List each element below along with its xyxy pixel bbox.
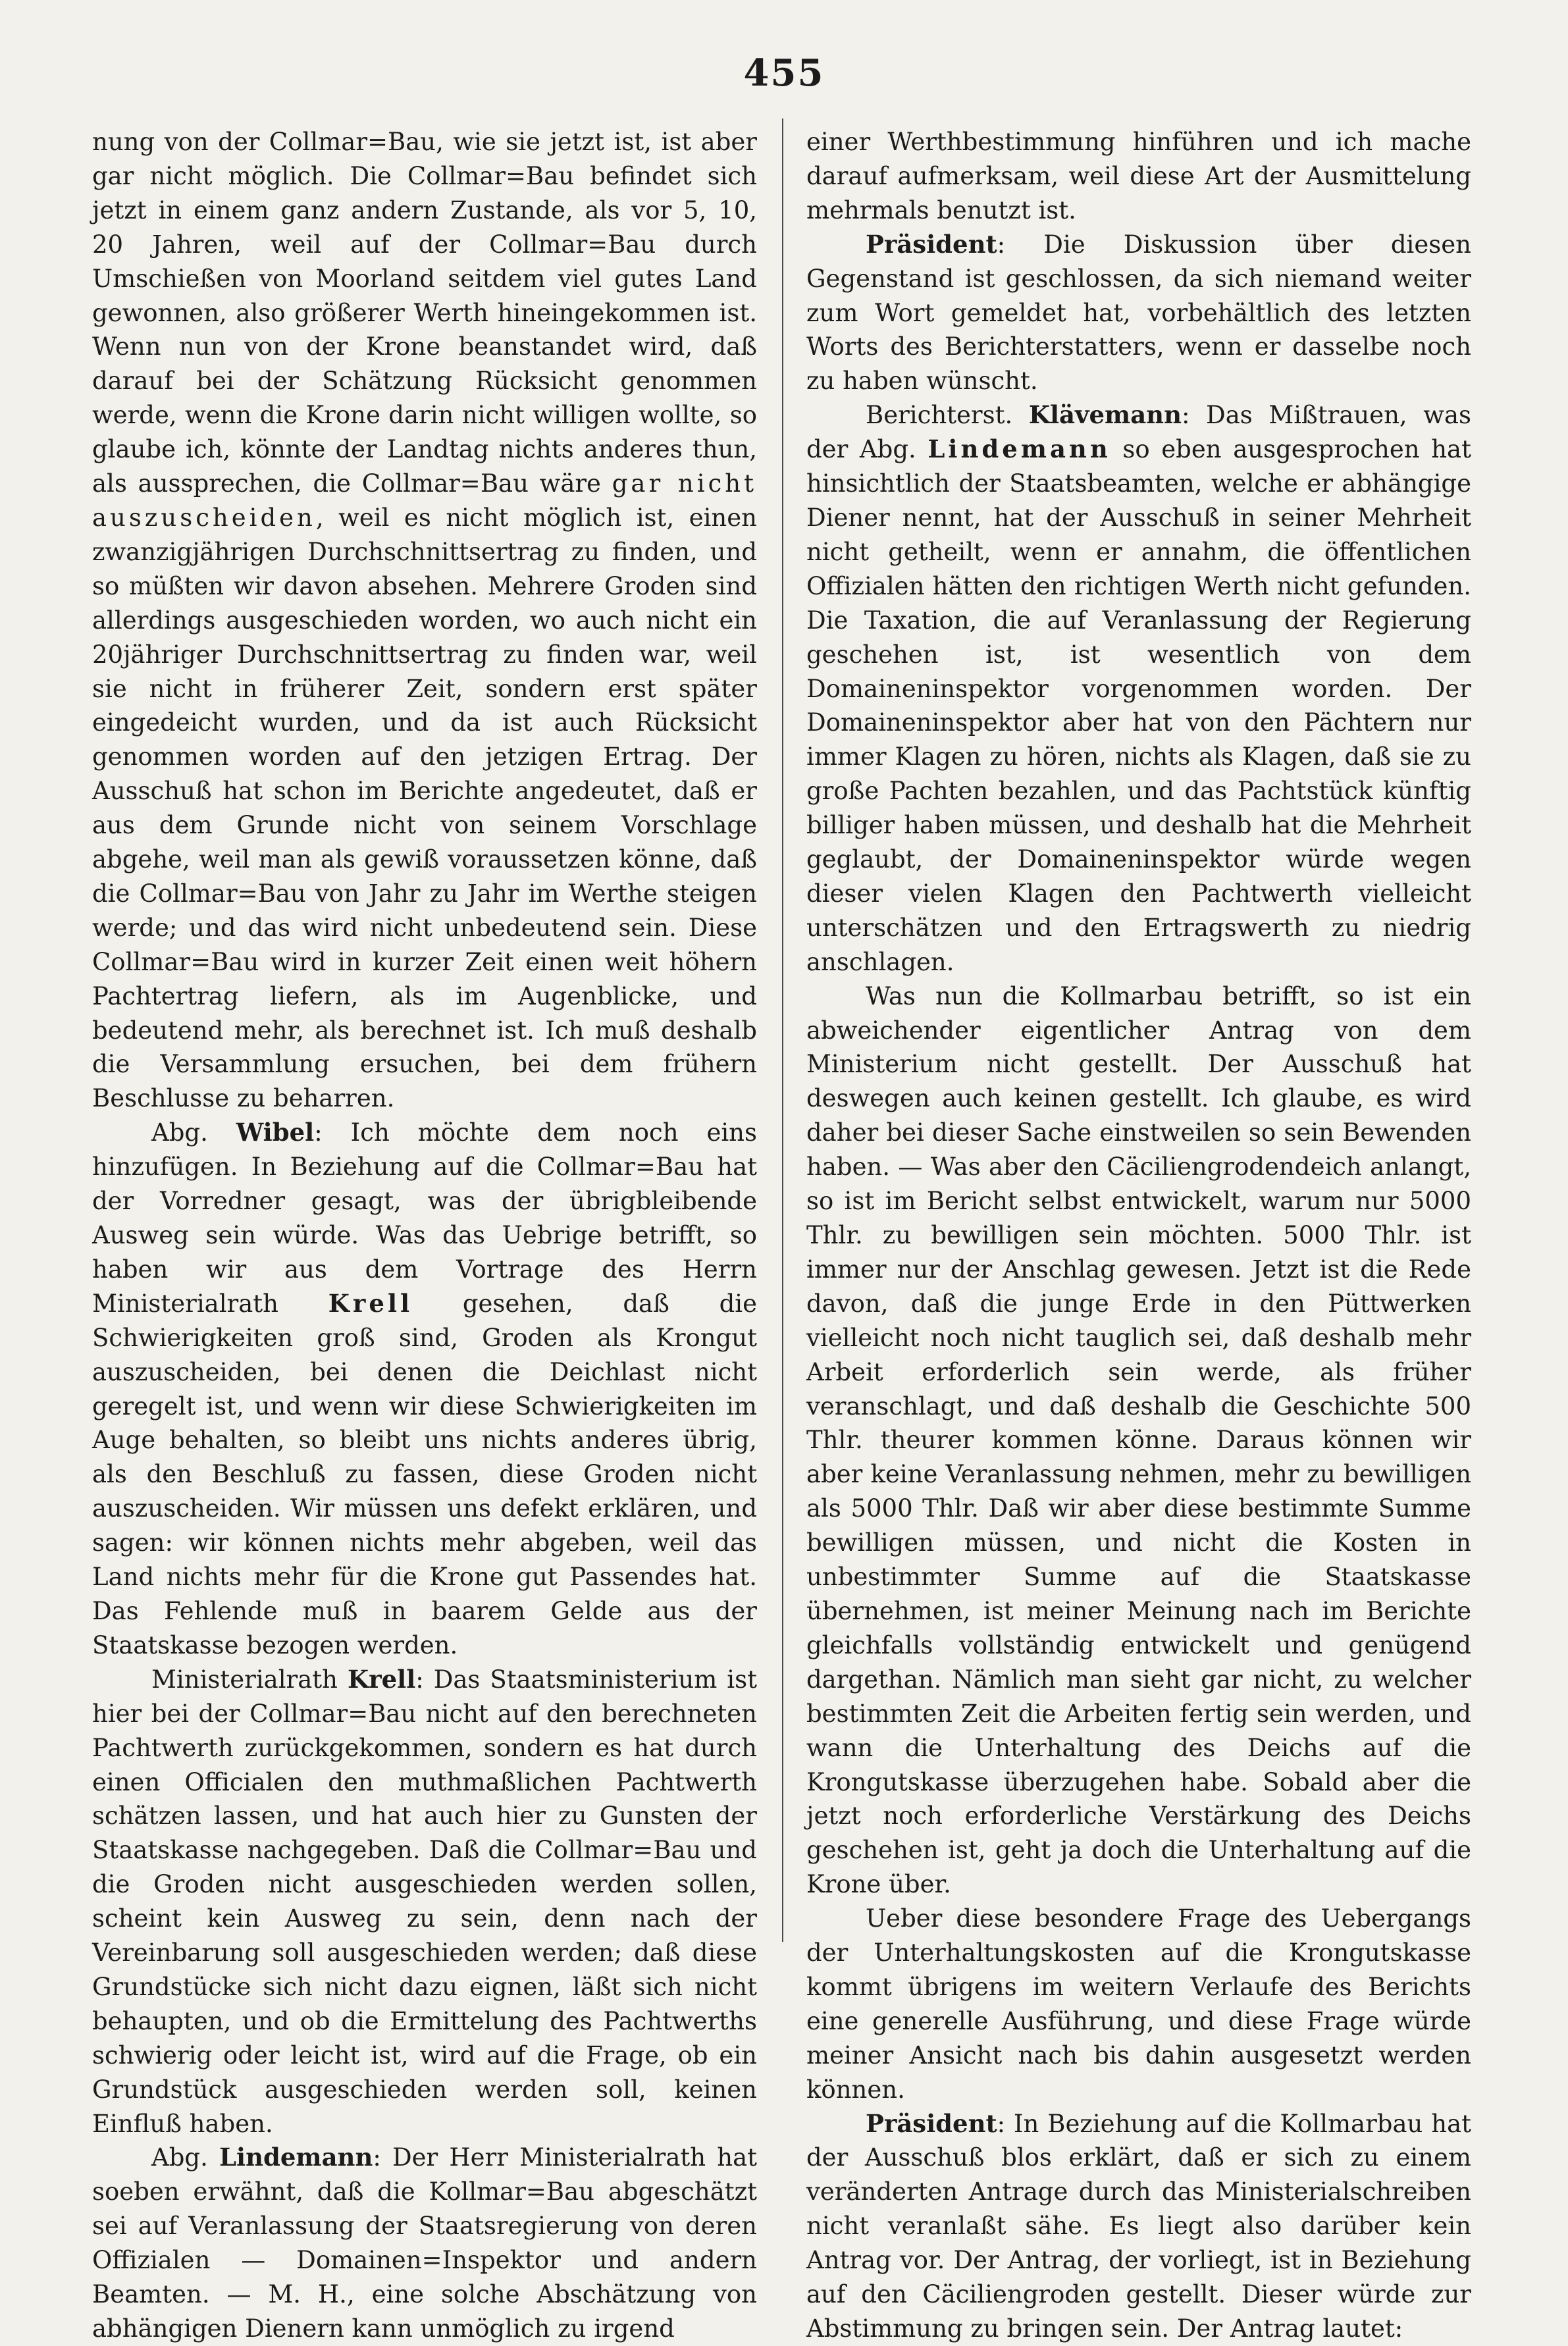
paragraph: Ueber diese besondere Frage des Uebergangs der Unterhaltungskosten auf die Krongutskasse kommt übrigens im weitern Verlaufe des Berichts eine generelle Ausführung, und diese Frage würde meiner Ansicht nach bis dahin ausgesetzt werden können. [806,1904,1471,2104]
speaker-name: Präsident [866,229,997,259]
paragraph: Ministerialrath Krell: Das Staatsministerium ist hier bei der Collmar=Bau nicht auf den berechneten Pachtwerth zurückgekommen, sondern es hat durch einen Officialen den muthmaßlichen Pachtwerth schätzen lassen, und hat auch hier zu Gunsten der Staatskasse nachgegeben. Daß die Collmar=Bau und die Groden nicht ausgeschieden werden sollen, scheint kein Ausweg zu sein, denn nach der Vereinbarung soll ausgeschieden werden; daß diese Grundstücke sich nicht dazu eignen, läßt sich nicht behaupten, und ob die Ermittelung des Pachtwerths schwierig oder leicht ist, wird auf die Frage, ob ein Grundstück ausgeschieden werden soll, keinen Einfluß haben. [92,1664,757,2138]
column-divider [782,118,783,1942]
speaker-name: Klävemann [1028,400,1182,430]
speaker-name: Präsident [866,2108,997,2138]
left-column [92,125,757,2346]
speaker-name: Krell [347,1664,416,1694]
paragraph: Berichterst. Klävemann: Das Mißtrauen, was der Abg. Lindemann so eben ausgesprochen hat hinsichtlich der Staatsbeamten, welche er abhängige Diener nennt, hat der Ausschuß in seiner Mehrheit nicht getheilt, wenn er annahm, die öffentlichen Offizialen hätten den richtigen Werth nicht gefunden. Die Taxation, die auf Veranlassung der Regierung geschehen ist, ist wesentlich von dem Domaineninspektor vorgenommen worden. Der Domaineninspektor aber hat von den Pächtern nur immer Klagen zu hören, nichts als Klagen, daß sie zu große Pachten bezahlen, und das Pachtstück künftig billiger haben müssen, und deshalb hat die Mehrheit geglaubt, der Domaineninspektor würde wegen dieser vielen Klagen den Pachtwerth vielleicht unterschätzen und den Ertragswerth zu niedrig anschlagen. [806,400,1472,976]
speaker-name: Wibel [236,1118,315,1147]
paragraph: Abg. Wibel: Ich möchte dem noch eins hinzufügen. In Beziehung auf die Collmar=Bau hat der Vorredner gesagt, was der übrigbleibende Ausweg sein würde. Was das Uebrige betrifft, so haben wir aus dem Vortrage des Herrn Ministerialrath Krell gesehen, daß die Schwierigkeiten groß sind, Groden als Krongut auszuscheiden, bei denen die Deichlast nicht geregelt ist, und wenn wir diese Schwierigkeiten im Auge behalten, so bleibt uns nichts anderes übrig, als den Beschluß zu fassen, diese Groden nicht auszuscheiden. Wir müssen uns defekt erklären, und sagen: wir können nichts mehr abgeben, weil das Land nichts mehr für die Krone gut Passendes hat. Das Fehlende muß in baarem Gelde aus der Staatskasse bezogen werden. [92,1118,757,1659]
speaker-name: Krell [328,1288,413,1318]
emphasized-text: gar nicht auszuscheiden [92,469,757,532]
paragraph: Was nun die Kollmarbau betrifft, so ist ein abweichender eigentlicher Antrag von dem Ministerium nicht gestellt. Der Ausschuß hat deswegen auch keinen gestellt. Ich glaube, es wird daher bei dieser Sache einstweilen so sein Bewenden haben. — Was aber den Cäciliengrodendeich anlangt, so ist im Bericht selbst entwickelt, warum nur 5000 Thlr. zu bewilligen sein möchten. 5000 Thlr. ist immer nur der Anschlag gewesen. Jetzt ist die Rede davon, daß die junge Erde in den Püttwerken vielleicht noch nicht tauglich sei, daß deshalb mehr Arbeit erforderlich sein werde, als früher veranschlagt, und daß deshalb die Geschichte 500 Thlr. theurer kommen könne. Daraus können wir aber keine Veranlassung nehmen, mehr zu bewilligen als 5000 Thlr. Daß wir aber diese bestimmte Summe bewilligen müssen, und nicht die Kosten in unbestimmter Summe auf die Staatskasse übernehmen, ist meiner Meinung nach im Berichte gleichfalls vollständig entwickelt und genügend dargethan. Nämlich man sieht gar nicht, zu welcher bestimmten Zeit die Arbeiten fertig sein werden, und wann die Unterhaltung des Deichs auf die Krongutskasse überzugehen habe. Sobald aber die jetzt noch erforderliche Verstärkung des Deichs geschehen ist, geht ja doch die Unterhaltung auf die Krone über. [806,981,1471,1899]
speaker-name: Lindemann [219,2143,373,2172]
paragraph: Präsident: Die Diskussion über diesen Gegenstand ist geschlossen, da sich niemand weiter zum Wort gemeldet hat, vorbehältlich des letzten Worts des Berichterstatters, wenn er dasselbe noch zu haben wünscht. [806,229,1471,396]
speaker-name: Lindemann [928,434,1111,464]
paragraph: nung von der Collmar=Bau, wie sie jetzt ist, ist aber gar nicht möglich. Die Collmar=Bau befindet sich jetzt in einem ganz andern Zustande, als vor 5, 10, 20 Jahren, weil auf der Collmar=Bau durch Umschießen von Moorland seitdem viel gutes Land gewonnen, also größerer Werth hineingekommen ist. Wenn nun von der Krone beanstandet wird, daß darauf bei der Schätzung Rücksicht genommen werde, wenn die Krone darin nicht willigen wollte, so glaube ich, könnte der Landtag nichts anderes thun, als aussprechen, die Collmar=Bau wäre gar nicht auszuscheiden, weil es nicht möglich ist, einen zwanzigjährigen Durchschnittsertrag zu finden, und so müßten wir davon absehen. Mehrere Groden sind allerdings ausgeschieden worden, wo auch nicht ein 20jähriger Durchschnittsertrag zu finden war, weil sie nicht in früherer Zeit, sondern erst später eingedeicht wurden, und da ist auch Rücksicht genommen worden auf den jetzigen Ertrag. Der Ausschuß hat schon im Berichte angedeutet, daß er aus dem Grunde nicht von seinem Vorschlage abgehe, weil man als gewiß voraussetzen könne, daß die Collmar=Bau von Jahr zu Jahr im Werthe steigen werde; und das wird nicht unbedeutend sein. Diese Collmar=Bau wird in kurzer Zeit einen weit höhern Pachtertrag liefern, als im Augenblicke, und bedeutend mehr, als berechnet ist. Ich muß deshalb die Versammlung ersuchen, bei dem frühern Beschlusse zu beharren. [92,128,757,1113]
page-number: 455 [743,51,825,95]
paragraph: einer Werthbestimmung hinführen und ich mache darauf aufmerksam, weil diese Art der Ausmittelung mehrmals benutzt ist. [806,128,1471,224]
paragraph: Präsident: In Beziehung auf die Kollmarbau hat der Ausschuß blos erklärt, daß er sich zu einem veränderten Antrage durch das Ministerialschreiben nicht veranlaßt sähe. Es liegt also darüber kein Antrag vor. Der Antrag, der vorliegt, ist in Beziehung auf den Cäciliengroden gestellt. Dieser würde zur Abstimmung zu bringen sein. Der Antrag lautet: [806,2108,1471,2343]
right-column [806,125,1471,2346]
paragraph: Abg. Lindemann: Der Herr Ministerialrath hat soeben erwähnt, daß die Kollmar=Bau abgeschätzt sei auf Veranlassung der Staatsregierung von deren Offizialen — Domainen=Inspektor und andern Beamten. — M. H., eine solche Abschätzung von abhängigen Dienern kann unmöglich zu irgend [92,2143,758,2343]
